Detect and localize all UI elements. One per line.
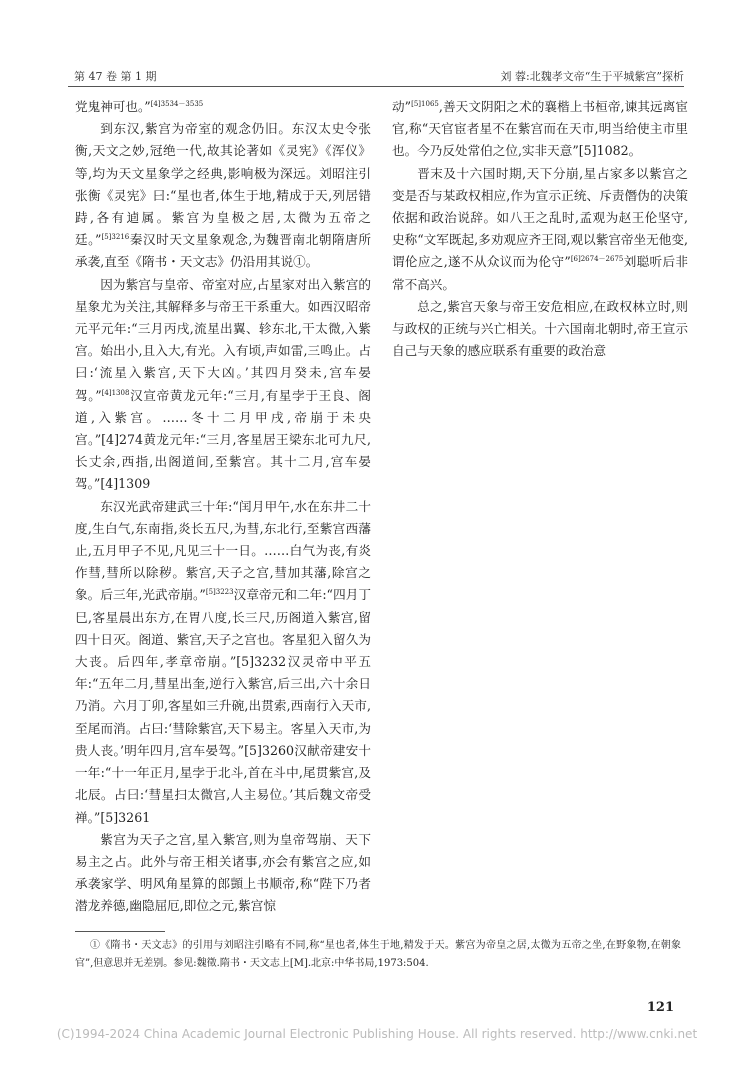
paragraph: 总之,紫宫天象与帝王安危相应,在政权林立时,则与政权的正统与兴亡相关。十六国南北朝时,帝王宣示自己与天象的感应联系有重要的政治意 <box>392 298 688 359</box>
paragraph: 党鬼神可也。”$^{[4]3534-3535}$ <box>75 99 204 114</box>
citation-mark: [6]2674－2675 <box>570 255 624 264</box>
left-column <box>75 96 371 918</box>
paragraph: 晋末及十六国时期,天下分崩,星占家多以紫宫之变是否与某政权相应,作为宣示正统、斥责僭伪的决策依据和政治说辞。如八王之乱时,孟观为赵王伦坚守,史称“文军既起,多劝观应齐王冏,观以紫宫帝坐无他变,谓伦应之,遂不从众议而为伦守”$^{[6]2674-2675}$刘聪听后非常不高兴。 <box>392 165 688 292</box>
footnote-divider <box>75 931 165 932</box>
footnote: ①《隋书・天文志》的引用与刘昭注引略有不同,称“星也者,体生于地,精发于天。紫宫为帝皇之居,太微为五帝之坐,在野象物,在朝象官”,但意思并无差别。参见:魏徵.隋书・天文志上[M].北京:中华书局,1973:504. <box>75 940 681 969</box>
page-number: 121 <box>646 1000 674 1015</box>
citation-mark: [5]3223 <box>205 588 234 597</box>
paragraph: 动”$^{[5]1065}$,善天文阴阳之术的襄楷上书桓帝,谏其远离宦官,称“天官宦者星不在紫宫而在天市,明当给使主市里也。今乃反处常伯之位,实非天意”[5]1082。 <box>392 99 688 159</box>
citation-mark: [5]3216 <box>101 233 130 242</box>
citation-mark: [5]1065 <box>411 99 439 108</box>
header-divider <box>68 86 684 87</box>
article-running-title: 刘 蓉:北魏孝文帝“生于平城紫宫”探析 <box>500 70 684 83</box>
citation-mark: [4]3534－3535 <box>150 99 204 108</box>
right-column <box>392 96 688 362</box>
paragraph: 因为紫宫与皇帝、帝室对应,占星家对出入紫宫的星象尤为关注,其解释多与帝王干系重大。如西汉昭帝元平元年:“三月丙戌,流星出翼、轸东北,干太微,入紫宫。始出小,且入大,有光。入有顷,声如雷,三鸣止。占曰:‘流星入紫宫,天下大凶。’其四月癸未,宫车晏驾。”$^{[4]1308}$汉宣帝黄龙元年:“三月,有星孛于王良、阁道,入紫宫。……冬十二月甲戌,帝崩于未央宫。”[4]274黄龙元年:“三月,客星居王梁东北可九尺,长丈余,西指,出阁道间,至紫宫。其十二月,宫车晏驾。”[4]1309 <box>75 276 372 492</box>
paragraph: 东汉光武帝建武三十年:“闰月甲午,水在东井二十度,生白气,东南指,炎长五尺,为彗,东北行,至紫宫西藩止,五月甲子不见,凡见三十一日。……白气为丧,有炎作彗,彗所以除秽。紫宫,天子之宫,彗加其藩,除宫之象。后三年,光武帝崩。”$^{[5]3223}$汉章帝元和二年:“四月丁巳,客星晨出东方,在胃八度,长三尺,历阁道入紫宫,留四十日灭。阁道、紫宫,天子之宫也。客星犯入留久为大丧。后四年,孝章帝崩。”[5]3232汉灵帝中平五年:“五年二月,彗星出奎,逆行入紫宫,后三出,六十余日乃消。六月丁卯,客星如三升碗,出贯索,西南行入天市,至尾而消。占曰:‘彗除紫宫,天下易主。客星入天市,为贵人丧。’明年四月,宫车晏驾。”[5]3260汉献帝建安十一年:“十一年正月,星孛于北斗,首在斗中,尾贯紫宫,及北辰。占曰:‘彗星扫太微宫,人主易位。’其后魏文帝受禅。”[5]3261 <box>75 498 371 825</box>
paragraph: 到东汉,紫宫为帝室的观念仍旧。东汉太史令张衡,天文之妙,冠绝一代,故其论著如《灵宪》《浑仪》等,均为天文星象学之经典,影响极为深远。刘昭注引张衡《灵宪》曰:“星也者,体生于地,精成于天,列居错跱,各有逌属。紫宫为皇极之居,太微为五帝之廷。”$^{[5]3216}$秦汉时天文星象观念,为魏晋南北朝隋唐所承袭,直至《隋书・天文志》仍沿用其说①。 <box>75 121 371 270</box>
citation-mark: [4]1308 <box>101 388 130 397</box>
journal-volume-issue: 第 47 卷 第 1 期 <box>74 70 157 83</box>
paragraph: 紫宫为天子之宫,星入紫宫,则为皇帝驾崩、天下易主之占。此外与帝王相关诸事,亦会有紫宫之应,如承袭家学、明风角星算的郎顗上书顺帝,称“陛下乃者潜龙养德,幽隐屈厄,即位之元,紫宫惊 <box>75 831 371 914</box>
copyright-watermark: (C)1994-2024 China Academic Journal Electronic Publishing House. All rights reserved. http://www.cnki.net <box>56 1027 698 1041</box>
